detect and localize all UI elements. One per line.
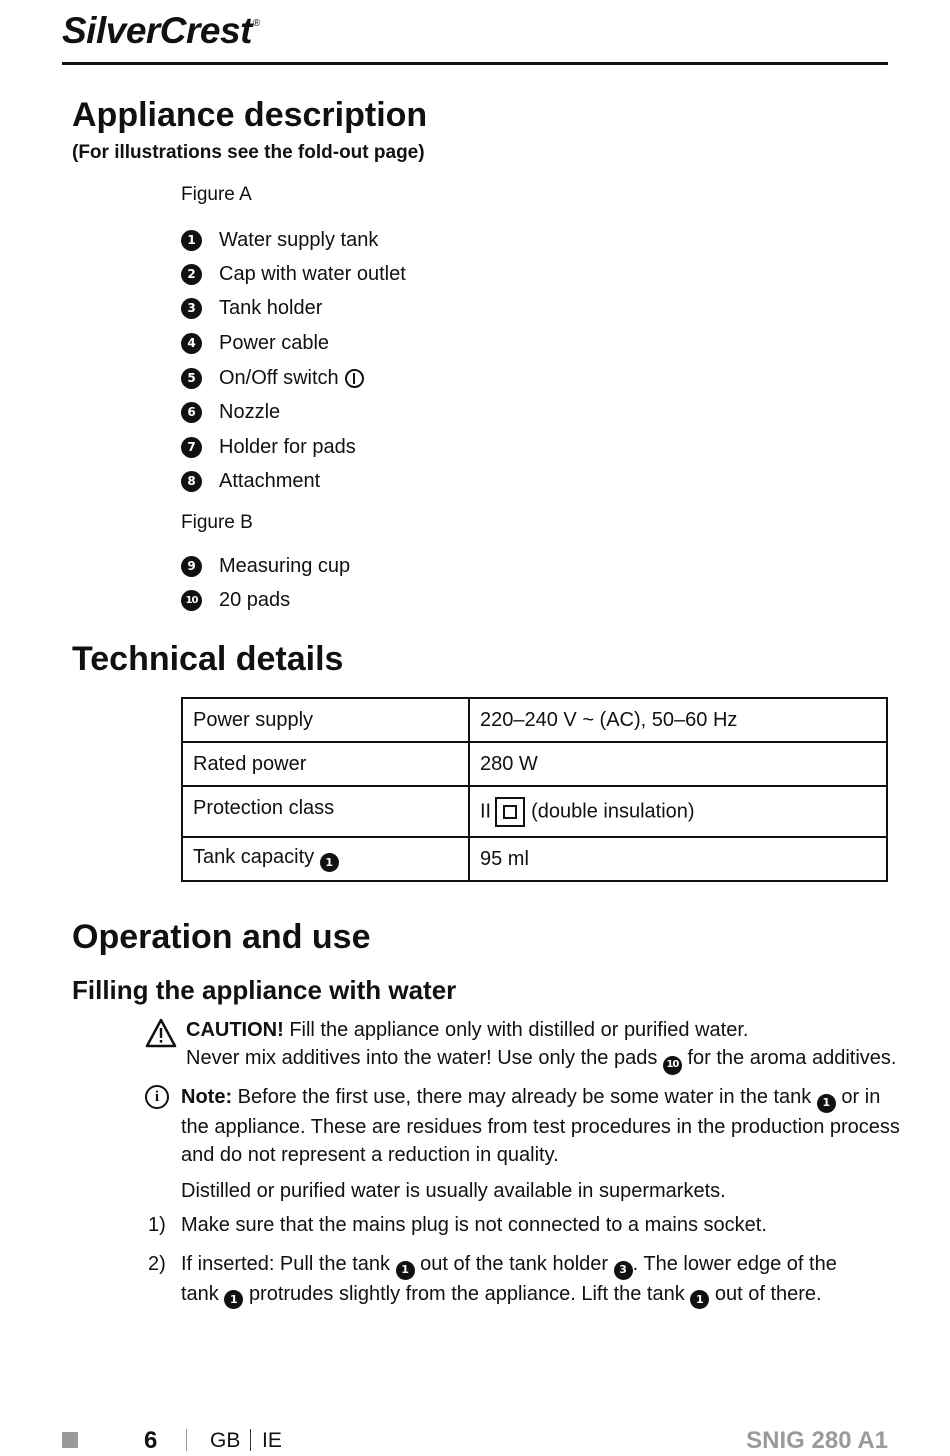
item-number-badge: 9 [181, 556, 202, 577]
step-text-part: out of the tank holder [420, 1253, 609, 1275]
table-cell-key: Power supply [182, 698, 469, 742]
step-text-part: If inserted: Pull the tank [181, 1253, 391, 1275]
section-subtitle: (For illustrations see the fold-out page) [72, 142, 425, 163]
note-text: or in [841, 1086, 881, 1108]
item-label: Cap with water outlet [219, 262, 406, 285]
technical-details-table [181, 697, 888, 882]
item-label: Attachment [219, 469, 321, 492]
table-cell-key [182, 837, 469, 881]
item-reference-badge: 1 [817, 1094, 836, 1113]
footer-marker-square [62, 1432, 78, 1448]
table-cell-value: 95 ml [469, 837, 887, 881]
power-switch-icon [345, 369, 364, 388]
item-reference-badge: 1 [690, 1290, 709, 1309]
table-cell-key: Protection class [182, 786, 469, 837]
table-cell-key: Rated power [182, 742, 469, 786]
tank-capacity-label: Tank capacity [193, 846, 315, 868]
caution-block [186, 1016, 906, 1075]
list-item [181, 364, 364, 392]
list-item [181, 398, 280, 426]
item-label: 20 pads [219, 588, 291, 611]
item-number-badge: 1 [181, 230, 202, 251]
note-block [181, 1083, 901, 1169]
step-number: 2) [148, 1253, 166, 1275]
figure-b-label: Figure B [181, 512, 253, 533]
caution-text: Never mix additives into the water! Use only the pads [186, 1047, 658, 1069]
protection-class-value: II [480, 799, 492, 822]
step-number: 1) [148, 1214, 166, 1236]
item-reference-badge: 3 [614, 1261, 633, 1280]
item-label: Tank holder [219, 296, 323, 319]
item-reference-badge: 1 [224, 1290, 243, 1309]
note-text: the appliance. These are residues from test procedures in the production process [181, 1115, 900, 1138]
item-label: Holder for pads [219, 435, 356, 458]
note-text: Before the first use, there may already be some water in the tank [237, 1086, 812, 1108]
section-title-operation: Operation and use [72, 918, 371, 956]
warning-triangle-icon [145, 1018, 177, 1048]
item-number-badge: 5 [181, 368, 202, 389]
item-label: Measuring cup [219, 554, 351, 577]
step-text: Make sure that the mains plug is not connected to a mains socket. [181, 1214, 767, 1236]
table-cell-value: 220–240 V ~ (AC), 50–60 Hz [469, 698, 887, 742]
item-number-badge: 10 [181, 590, 202, 611]
note-text: and do not represent a reduction in quality. [181, 1143, 559, 1166]
list-item [181, 552, 350, 580]
info-icon: i [145, 1085, 169, 1109]
section-title-description: Appliance description [72, 96, 428, 134]
table-row [182, 786, 887, 837]
list-item [181, 467, 320, 495]
item-label: Water supply tank [219, 228, 379, 251]
table-row [182, 698, 887, 742]
item-label: On/Off switch [219, 366, 339, 389]
item-number-badge: 7 [181, 437, 202, 458]
step-text-part: protrudes slightly from the appliance. Lift the tank [248, 1282, 685, 1305]
item-number-badge: 4 [181, 333, 202, 354]
item-number-badge: 6 [181, 402, 202, 423]
item-number-badge: 3 [181, 298, 202, 319]
list-item [181, 586, 290, 614]
subsection-title-filling: Filling the appliance with water [72, 975, 457, 1005]
caution-text: Fill the appliance only with distilled or purified water. [289, 1019, 749, 1041]
list-item [181, 260, 406, 288]
table-cell-value [469, 786, 887, 837]
section-title-technical: Technical details [72, 640, 344, 678]
table-row [182, 837, 887, 881]
language-code: GB [210, 1429, 241, 1452]
double-insulation-icon [495, 797, 525, 827]
caution-label: CAUTION! [186, 1019, 284, 1041]
model-number: SNIG 280 A1 [746, 1427, 888, 1454]
item-number-badge: 8 [181, 471, 202, 492]
item-reference-badge: 1 [396, 1261, 415, 1280]
note-label: Note: [181, 1086, 233, 1108]
note-extra-text: Distilled or purified water is usually available in supermarkets. [181, 1180, 726, 1202]
item-label: Nozzle [219, 400, 281, 423]
item-number-badge: 2 [181, 264, 202, 285]
caution-text: for the aroma additives. [687, 1047, 897, 1069]
language-code: IE [262, 1429, 282, 1452]
step-text-part: out of there. [714, 1282, 822, 1305]
footer-divider [250, 1429, 251, 1451]
item-reference-badge: 10 [663, 1056, 682, 1075]
step-text [181, 1250, 901, 1309]
table-row [182, 742, 887, 786]
step-text-part: tank [181, 1282, 219, 1305]
list-item [181, 294, 322, 322]
page-number: 6 [144, 1427, 158, 1454]
item-reference-badge: 1 [320, 853, 339, 872]
list-item [181, 433, 356, 461]
protection-class-note: (double insulation) [531, 799, 695, 822]
header-divider [62, 62, 888, 65]
step-text-part: . The lower edge of the [632, 1253, 837, 1275]
brand-logo: SilverCrest® [62, 10, 260, 51]
footer-divider [186, 1429, 187, 1451]
page-footer [62, 1425, 888, 1455]
item-label: Power cable [219, 331, 330, 354]
table-cell-value: 280 W [469, 742, 887, 786]
list-item [181, 329, 329, 357]
figure-a-label: Figure A [181, 184, 252, 205]
list-item [181, 226, 378, 254]
